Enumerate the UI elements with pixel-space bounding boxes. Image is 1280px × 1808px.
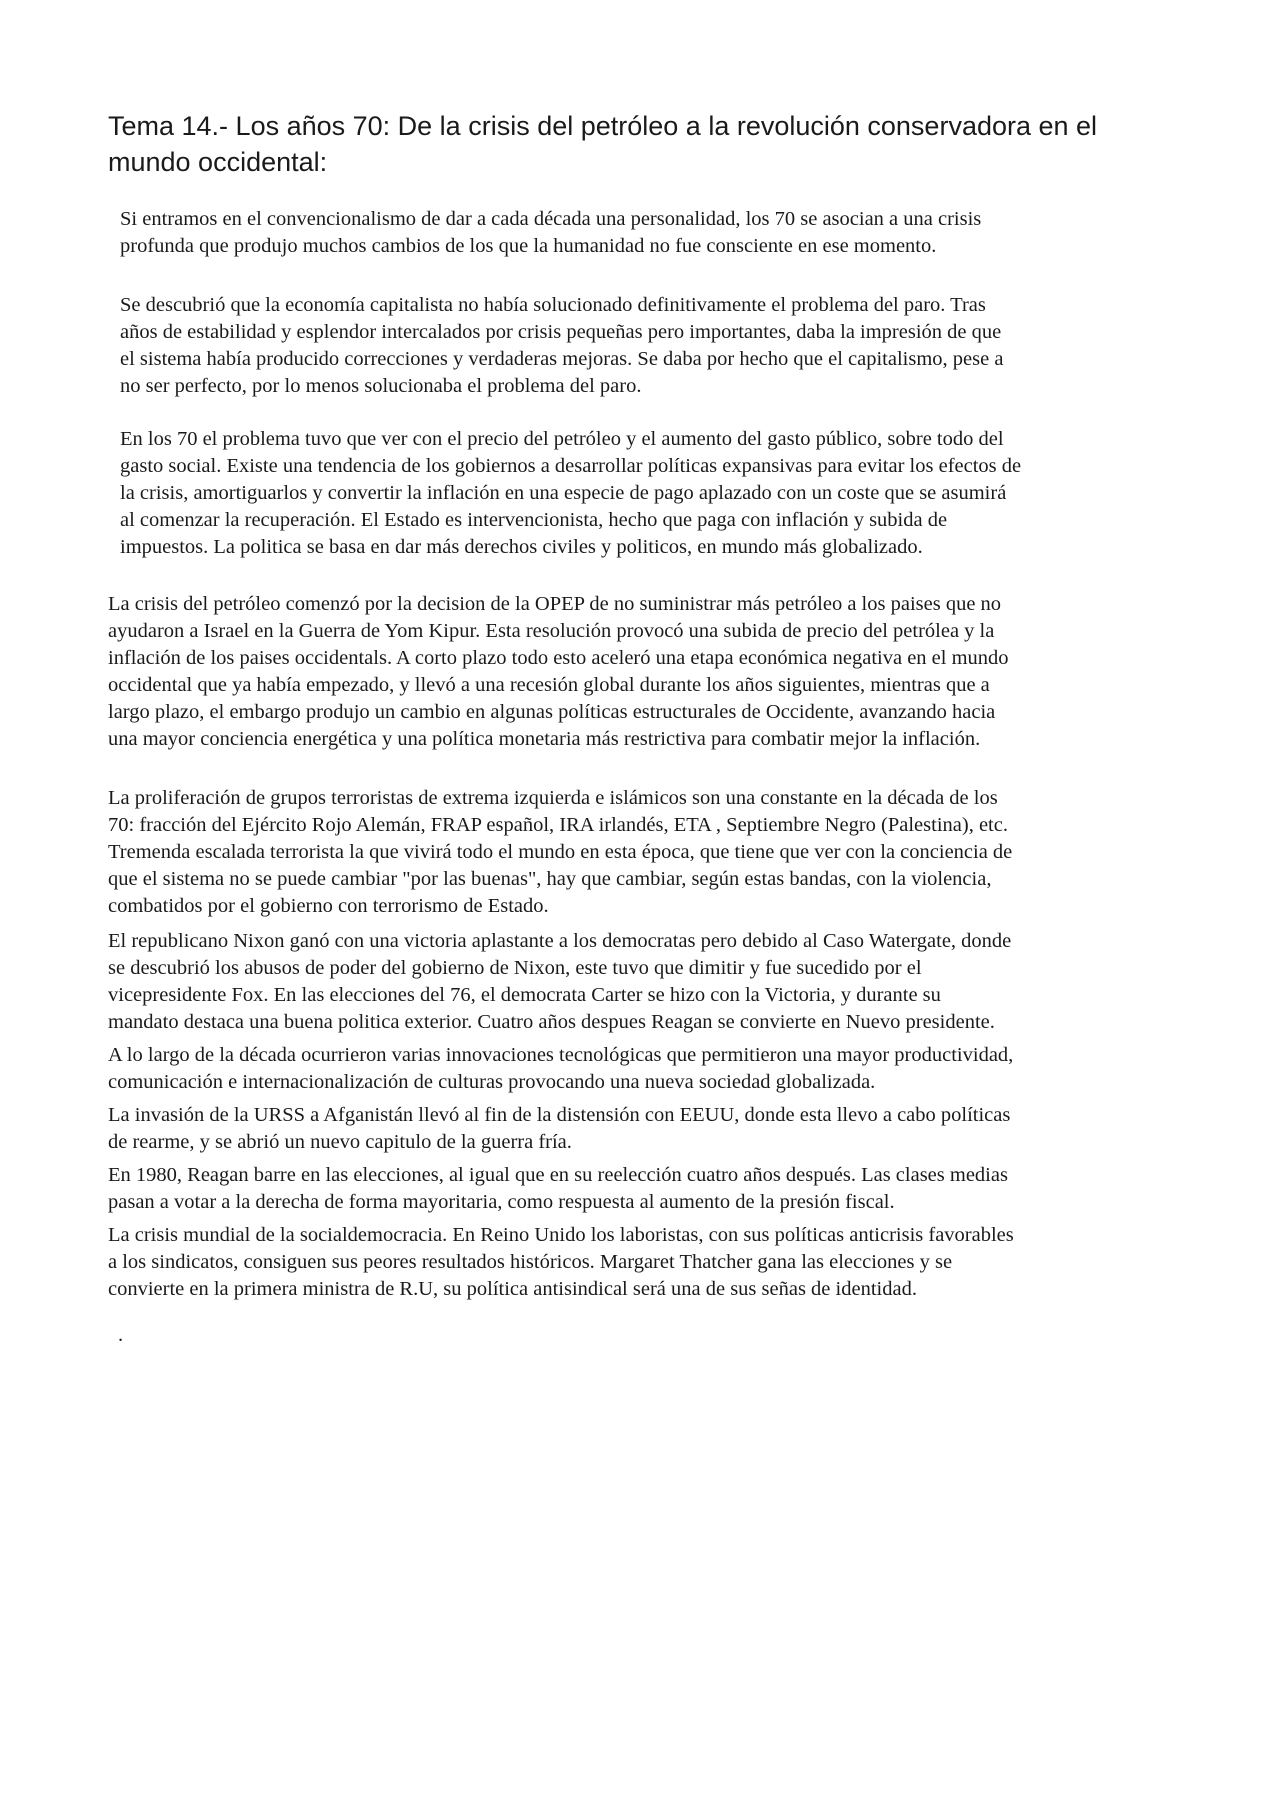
- paragraph-opec: La crisis del petróleo comenzó por la decision de la OPEP de no suministrar más petróleo a los paises que no ayudaron a Israel en la Guerra de Yom Kipur. Esta resolución provocó una subida de precio del petrólea y la inflación de los paises occidentals. A corto plazo todo esto aceleró una etapa económica negativa en el mundo occidental que ya había empezado, y llevó a una recesión global durante los años siguientes, mientras que a largo plazo, el embargo produjo un cambio en algunas políticas estructurales de Occidente, avanzando hacia una mayor conciencia energética y una política monetaria más restrictiva para combatir mejor la inflación.: [108, 593, 1009, 750]
- paragraph-reagan: En 1980, Reagan barre en las elecciones, al igual que en su reelección cuatro años después. Las clases medias pasan a votar a la derecha de forma mayoritaria, como respuesta al aumento de la presión fiscal.: [108, 1164, 1008, 1213]
- paragraph-technology: A lo largo de la década ocurrieron varias innovaciones tecnológicas que permitieron una mayor productividad, comunicación e internacionalización de culturas provocando una nueva sociedad globalizada.: [108, 1044, 1014, 1093]
- paragraph-capitalism: Se descubrió que la economía capitalista no había solucionado definitivamente el problema del paro. Tras años de estabilidad y esplendor intercalados por crisis pequeñas pero importantes, daba la impresión de que el sistema había producido correcciones y verdaderas mejoras. Se daba por hecho que el capitalismo, pese a no ser perfecto, por lo menos solucionaba el problema del paro.: [120, 294, 1004, 397]
- paragraph-oil-price: En los 70 el problema tuvo que ver con el precio del petróleo y el aumento del gasto público, sobre todo del gasto social. Existe una tendencia de los gobiernos a desarrollar políticas expansivas para evitar los efectos de la crisis, amortiguarlos y convertir la inflación en una especie de pago aplazado con un coste que se asumirá al comenzar la recuperación. El Estado es intervencionista, hecho que paga con inflación y subida de impuestos. La politica se basa en dar más derechos civiles y politicos, en mundo más globalizado.: [120, 428, 1022, 558]
- paragraph-terrorism: La proliferación de grupos terroristas de extrema izquierda e islámicos son una constante en la década de los 70: fracción del Ejército Rojo Alemán, FRAP español, IRA irlandés, ETA , Septiembre Negro (Palestina), etc. Tremenda escalada terrorista la que vivirá todo el mundo en esta época, que tiene que ver con la conciencia de que el sistema no se puede cambiar "por las buenas", hay que cambiar, según estas bandas, con la violencia, combatidos por el gobierno con terrorismo de Estado.: [108, 787, 1013, 917]
- paragraph-urss: La invasión de la URSS a Afganistán llevó al fin de la distensión con EEUU, donde esta llevo a cabo políticas de rearme, y se abrió un nuevo capitulo de la guerra fría.: [108, 1104, 1011, 1153]
- paragraph-socialdemocracy: La crisis mundial de la socialdemocracia. En Reino Unido los laboristas, con sus políticas anticrisis favorables a los sindicatos, consiguen sus peores resultados históricos. Margaret Thatcher gana las elecciones y se convierte en la primera ministra de R.U, su política antisindical será una de sus señas de identidad.: [108, 1224, 1014, 1300]
- paragraph-intro: Si entramos en el convencionalismo de dar a cada década una personalidad, los 70 se asocian a una crisis profunda que produjo muchos cambios de los que la humanidad no fue consciente en ese momento.: [120, 208, 982, 257]
- trailing-dot: .: [118, 1324, 124, 1346]
- document-title: Tema 14.- Los años 70: De la crisis del petróleo a la revolución conservadora en el mundo occidental:: [108, 111, 1098, 177]
- paragraph-nixon: El republicano Nixon ganó con una victoria aplastante a los democratas pero debido al Caso Watergate, donde se descubrió los abusos de poder del gobierno de Nixon, este tuvo que dimitir y fue sucedido por el vicepresidente Fox. En las elecciones del 76, el democrata Carter se hizo con la Victoria, y durante su mandato destaca una buena politica exterior. Cuatro años despues Reagan se convierte en Nuevo presidente.: [108, 930, 1012, 1033]
